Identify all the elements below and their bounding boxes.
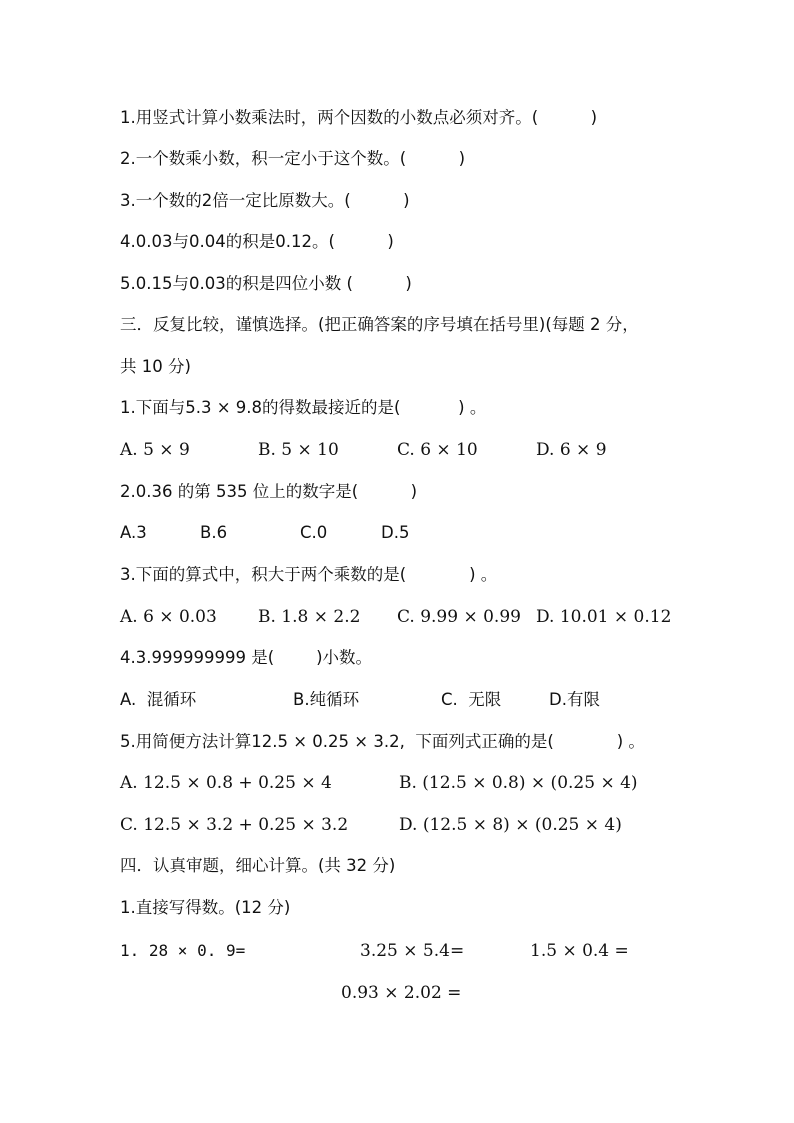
judge-question-5: 5.0.15与0.03的积是四位小数 ( )	[120, 274, 412, 293]
choice-q4-option-a: A. 混循环	[120, 690, 197, 709]
judge-question-2: 2.一个数乘小数，积一定小于这个数。( )	[120, 149, 466, 168]
choice-q5-option-b: B. (12.5 × 0.8) × (0.25 × 4)	[399, 773, 638, 793]
calc-item-4: 0.93 × 2.02 =	[341, 983, 462, 1003]
choice-q4-option-c: C. 无限	[441, 690, 502, 709]
section-4-subheading: 1.直接写得数。(12 分)	[120, 898, 291, 917]
choice-q4-option-b: B.纯循环	[293, 690, 360, 709]
choice-q1-option-a: A. 5 × 9	[120, 440, 190, 460]
choice-q2-option-a: A.3	[120, 523, 147, 542]
section-4-heading: 四．认真审题，细心计算。(共 32 分)	[120, 856, 396, 875]
choice-question-5-stem: 5.用简便方法计算12.5 × 0.25 × 3.2, 下面列式正确的是( ) 。	[120, 732, 645, 751]
choice-question-1-stem: 1.下面与5.3 × 9.8的得数最接近的是( ) 。	[120, 398, 487, 417]
choice-q5-option-c: C. 12.5 × 3.2 + 0.25 × 3.2	[120, 815, 349, 835]
choice-q3-option-b: B. 1.8 × 2.2	[258, 607, 361, 627]
choice-q1-option-d: D. 6 × 9	[536, 440, 607, 460]
choice-q3-option-c: C. 9.99 × 0.99	[397, 607, 521, 627]
section-3-heading-cont: 共 10 分)	[120, 357, 191, 376]
choice-question-3-stem: 3.下面的算式中，积大于两个乘数的是( ) 。	[120, 565, 498, 584]
choice-q3-option-d: D. 10.01 × 0.12	[536, 607, 672, 627]
choice-q5-option-a: A. 12.5 × 0.8 + 0.25 × 4	[120, 773, 332, 793]
choice-q1-option-b: B. 5 × 10	[258, 440, 339, 460]
calc-item-2: 3.25 × 5.4=	[360, 941, 465, 961]
choice-question-2-stem: 2.0.36 的第 535 位上的数字是( )	[120, 482, 418, 501]
judge-question-4: 4.0.03与0.04的积是0.12。( )	[120, 232, 394, 251]
choice-q2-option-c: C.0	[300, 523, 328, 542]
choice-question-4-stem: 4.3.999999999 是( )小数。	[120, 648, 373, 667]
calc-item-3: 1.5 × 0.4 =	[530, 941, 629, 961]
choice-q2-option-b: B.6	[200, 523, 228, 542]
choice-q2-option-d: D.5	[381, 523, 410, 542]
choice-q3-option-a: A. 6 × 0.03	[120, 607, 217, 627]
choice-q5-option-d: D. (12.5 × 8) × (0.25 × 4)	[399, 815, 622, 835]
choice-q4-option-d: D.有限	[549, 690, 600, 709]
calc-item-1: 1. 28 × 0. 9=	[120, 941, 246, 960]
choice-q1-option-c: C. 6 × 10	[397, 440, 478, 460]
judge-question-1: 1.用竖式计算小数乘法时，两个因数的小数点必须对齐。( )	[120, 108, 598, 127]
judge-question-3: 3.一个数的2倍一定比原数大。( )	[120, 191, 410, 210]
section-3-heading: 三．反复比较，谨慎选择。(把正确答案的序号填在括号里)(每题 2 分，	[120, 315, 639, 334]
